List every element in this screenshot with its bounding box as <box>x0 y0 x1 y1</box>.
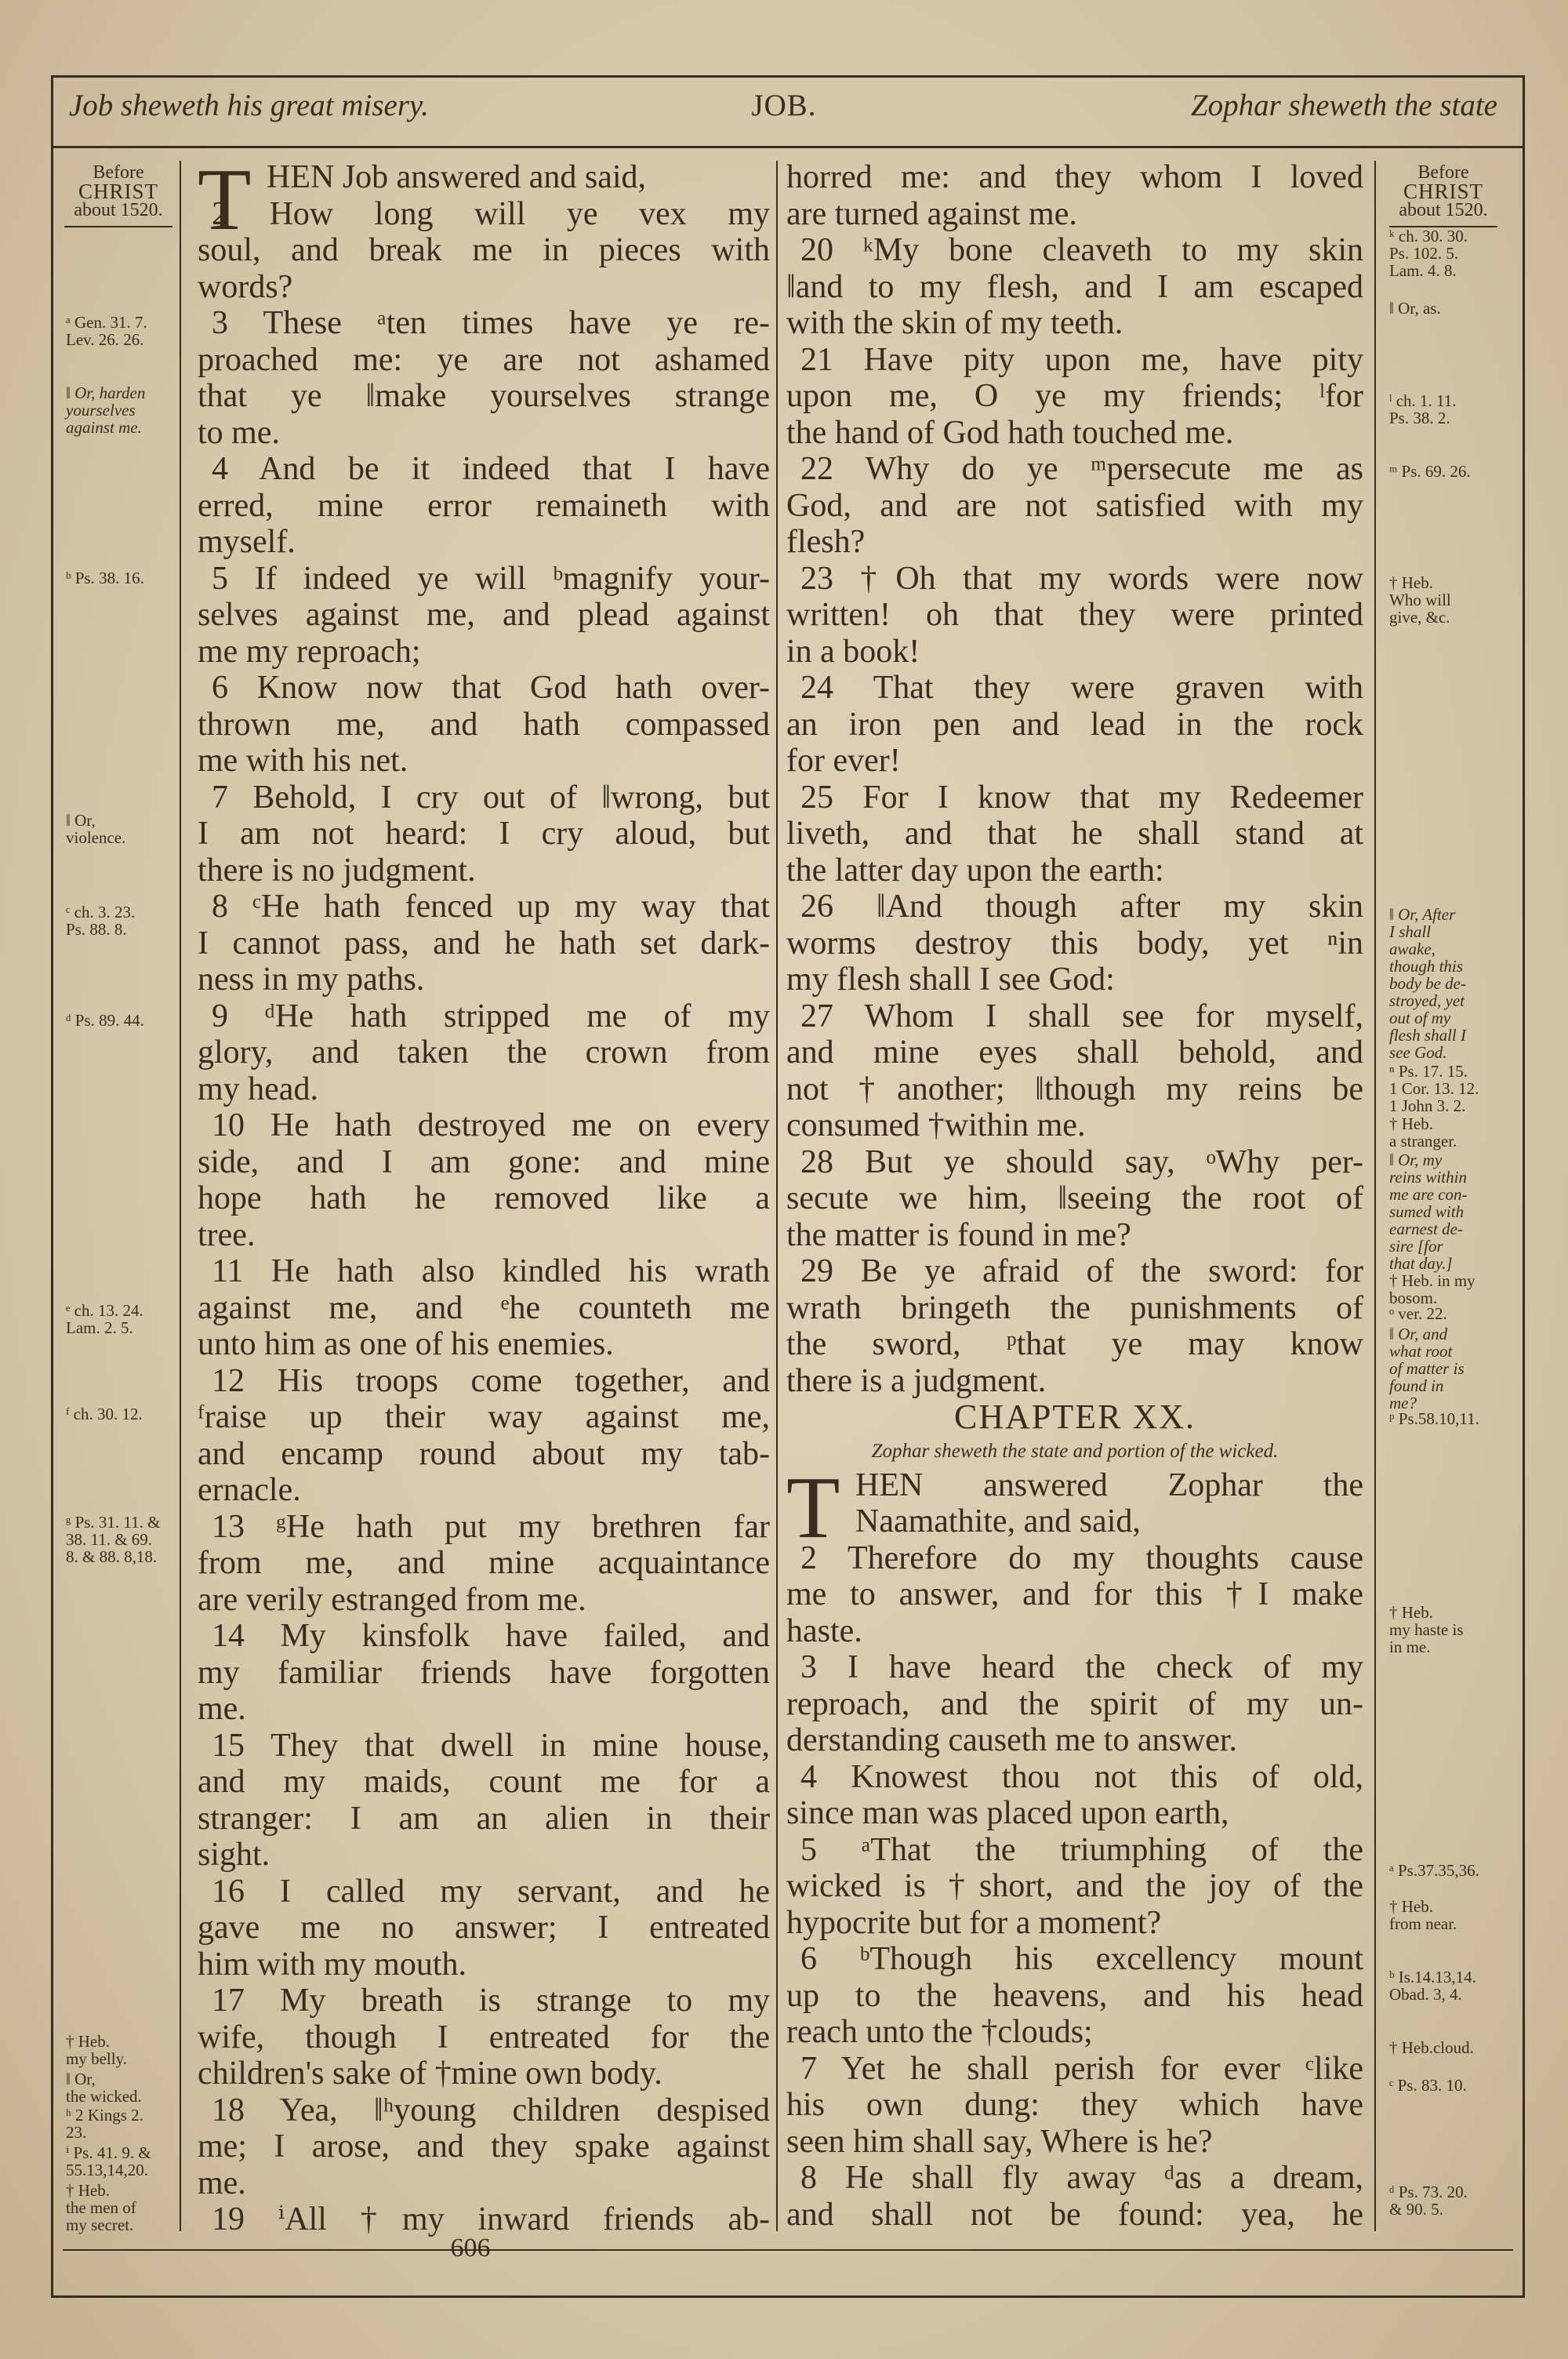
text-line: written! oh that they were printed <box>786 597 1363 633</box>
header-rule <box>52 146 1524 148</box>
margin-note: † Heb. from near. <box>1389 1897 1457 1933</box>
text-line: tree. <box>198 1216 256 1253</box>
left-text-column <box>198 151 770 2238</box>
text-line: HEN Job answered and said, <box>267 159 647 195</box>
text-line: 18 Yea, ‖ʰyoung children despised <box>212 2092 770 2128</box>
margin-note: † Heb. in my bosom. <box>1389 1271 1475 1307</box>
text-line: me with his net. <box>198 743 408 779</box>
text-line: 20 ᵏMy bone cleaveth to my skin <box>800 232 1363 268</box>
margin-note: ˡ ch. 1. 11. Ps. 38. 2. <box>1389 391 1457 427</box>
text-line: me my reproach; <box>198 633 421 670</box>
text-line: and mine eyes shall behold, and <box>786 1034 1363 1070</box>
text-line: that ye ‖make yourselves strange <box>198 378 770 414</box>
margin-note: ᵖ Ps.58.10,11. <box>1389 1409 1479 1428</box>
text-line: I am not heard: I cry aloud, but <box>198 816 770 852</box>
text-line: myself. <box>198 524 296 560</box>
margin-note: ‖ Or, After I shall awake, though this body be de- stroyed, yet out of my flesh shall I see God. <box>1389 905 1466 1062</box>
margin-note: ᵃ Ps.37.35,36. <box>1389 1861 1479 1880</box>
text-line: 22 Why do ye ᵐpersecute me as <box>800 451 1363 487</box>
text-line: for ever! <box>786 743 901 779</box>
text-line: are turned against me. <box>786 195 1077 232</box>
text-line: wicked is †short, and the joy of the <box>786 1868 1363 1904</box>
text-line: unto him as one of his enemies. <box>198 1326 614 1362</box>
column-divider <box>776 161 778 2231</box>
margin-note: † Heb. Who will give, &c. <box>1389 573 1451 627</box>
text-line: proached me: ye are not ashamed <box>198 341 770 378</box>
text-line: soul, and break me in pieces with <box>198 232 770 268</box>
text-line: from me, and mine acquaintance <box>198 1545 770 1581</box>
text-line: the latter day upon the earth: <box>786 852 1164 889</box>
text-line: 6 ᵇThough his excellency mount <box>800 1941 1363 1977</box>
text-line: up to the heavens, and his head <box>786 1977 1363 2014</box>
margin-note: ᵐ Ps. 69. 26. <box>1389 462 1471 481</box>
margin-note: † Heb. my haste is in me. <box>1389 1603 1464 1656</box>
drop-cap: T <box>786 1459 840 1557</box>
text-line: me. <box>198 1691 246 1727</box>
text-line: stranger: I am an alien in their <box>198 1800 770 1837</box>
margin-note: † Heb. the men of my secret. <box>66 2181 136 2234</box>
text-line: to me. <box>198 414 280 451</box>
margin-note: ʰ 2 Kings 2. 23. <box>66 2106 143 2142</box>
text-line: hypocrite but for a moment? <box>786 1904 1162 1941</box>
text-line: flesh? <box>786 524 866 560</box>
text-line: 15 They that dwell in mine house, <box>212 1727 770 1764</box>
text-line: secute we him, ‖seeing the root of <box>786 1180 1363 1216</box>
drop-cap: T <box>198 151 252 249</box>
margin-note: ‖ Or, as. <box>1389 299 1441 318</box>
margin-note: ᵏ ch. 30. 30. Ps. 102. 5. Lam. 4. 8. <box>1389 227 1468 280</box>
text-line: ernacle. <box>198 1472 301 1508</box>
era-before: Before <box>93 162 144 183</box>
margin-note: ᵇ Ps. 38. 16. <box>66 569 144 587</box>
era-year: about 1520. <box>74 200 163 220</box>
text-line: the hand of God hath touched me. <box>786 414 1234 451</box>
era-before: Before <box>1417 162 1469 183</box>
text-line: God, and are not satisfied with my <box>786 487 1363 524</box>
text-line: 3 These ᵃten times have ye re- <box>212 305 770 341</box>
text-line: there is a judgment. <box>786 1362 1047 1399</box>
text-line: 16 I called my servant, and he <box>212 1873 770 1910</box>
text-line: are verily estranged from me. <box>198 1581 586 1618</box>
margin-note: ‖ Or, the wicked. <box>66 2070 142 2106</box>
margin-note: † Heb. a stranger. <box>1389 1114 1457 1150</box>
text-line: 27 Whom I shall see for myself, <box>800 998 1363 1034</box>
text-line: wife, though I entreated for the <box>198 2019 770 2055</box>
text-line: 7 Yet he shall perish for ever ᶜlike <box>800 2050 1363 2087</box>
text-line: with the skin of my teeth. <box>786 305 1123 341</box>
margin-note: ᵈ Ps. 89. 44. <box>66 1011 144 1030</box>
text-line: my familiar friends have forgotten <box>198 1654 770 1691</box>
text-line: thrown me, and hath compassed <box>198 706 770 743</box>
margin-note: ᶠ ch. 30. 12. <box>66 1405 143 1423</box>
margin-note: ⁿ Ps. 17. 15. 1 Cor. 13. 12. 1 John 3. 2. <box>1389 1062 1479 1115</box>
margin-note: ᵒ ver. 22. <box>1389 1304 1447 1323</box>
text-line: 8 ᶜHe hath fenced up my way that <box>212 889 770 925</box>
margin-note: ‖ Or, and what root of matter is found in me? <box>1389 1325 1465 1412</box>
text-line: consumed †within me. <box>786 1107 1086 1143</box>
text-line: the sword, ᵖthat ye may know <box>786 1326 1363 1362</box>
left-margin-rule <box>180 161 181 2231</box>
page-number: 606 <box>450 2234 491 2263</box>
text-line: 17 My breath is strange to my <box>212 1983 770 2019</box>
text-line: in a book! <box>786 633 920 670</box>
text-line: I cannot pass, and he hath set dark- <box>198 925 770 961</box>
text-line: against me, and ᵉhe counteth me <box>198 1289 770 1326</box>
text-line: 25 For I know that my Redeemer <box>800 779 1363 816</box>
text-line: reproach, and the spirit of my un- <box>786 1685 1363 1722</box>
text-line: side, and I am gone: and mine <box>198 1143 770 1180</box>
text-line: upon me, O ye my friends; ˡfor <box>786 378 1363 414</box>
chapter-body <box>786 1459 1363 2234</box>
text-line: 14 My kinsfolk have failed, and <box>212 1618 770 1654</box>
text-line: 13 ᵍHe hath put my brethren far <box>212 1508 770 1545</box>
margin-note: ᶜ ch. 3. 23. Ps. 88. 8. <box>66 903 136 939</box>
margin-note: ‖ Or, harden yourselves against me. <box>66 383 146 437</box>
text-line: hope hath he removed like a <box>198 1180 770 1216</box>
text-line: 2 How long will ye vex my <box>212 195 770 232</box>
text-line: seen him shall say, Where is he? <box>786 2123 1213 2160</box>
text-line: 26 ‖And though after my skin <box>800 889 1363 925</box>
text-line: 28 But ye should say, ᵒWhy per- <box>800 1143 1363 1180</box>
right-text-column <box>786 159 1363 2233</box>
margin-note: ᵉ ch. 13. 24. Lam. 2. 5. <box>66 1301 143 1337</box>
text-line: erred, mine error remaineth with <box>198 487 770 524</box>
text-line: HEN answered Zophar the <box>855 1467 1363 1503</box>
text-line: 29 Be ye afraid of the sword: for <box>800 1253 1363 1289</box>
text-line: reach unto the †clouds; <box>786 2014 1093 2050</box>
text-line: 12 His troops come together, and <box>212 1362 770 1399</box>
text-line: gave me no answer; I entreated <box>198 1910 770 1946</box>
text-line: 7 Behold, I cry out of ‖wrong, but <box>212 779 770 816</box>
running-head-right: Zophar sheweth the state <box>1190 89 1497 122</box>
text-line: 19 ⁱAll †my inward friends ab- <box>212 2201 770 2237</box>
margin-note: ‖ Or, my reins within me are con- sumed with earnest de- sire [for that day.] <box>1389 1150 1468 1273</box>
text-line: 5 ᵃThat the triumphing of the <box>800 1831 1363 1868</box>
text-line: 10 He hath destroyed me on every <box>212 1107 770 1143</box>
text-line: ‖and to my flesh, and I am escaped <box>786 268 1363 305</box>
running-head-book: JOB. <box>751 89 817 122</box>
text-line: 2 Therefore do my thoughts cause <box>800 1539 1363 1576</box>
margin-note: † Heb. my belly. <box>66 2032 127 2068</box>
left-era-note <box>61 163 176 227</box>
margin-note: ᶜ Ps. 83. 10. <box>1389 2076 1467 2095</box>
margin-note: ᵇ Is.14.13,14. Obad. 3, 4. <box>1389 1968 1476 2004</box>
running-head-left: Job sheweth his great misery. <box>69 89 429 122</box>
text-line: my head. <box>198 1070 318 1107</box>
text-line: 8 He shall fly away ᵈas a dream, <box>800 2160 1363 2196</box>
text-line: and shall not be found: yea, he <box>786 2196 1363 2233</box>
text-line: since man was placed upon earth, <box>786 1795 1229 1831</box>
chapter-summary: Zophar sheweth the state and portion of the wicked. <box>871 1440 1279 1462</box>
text-line: me. <box>198 2165 246 2201</box>
text-line: 5 If indeed ye will ᵇmagnify your- <box>212 560 770 597</box>
text-line: ᶠraise up their way against me, <box>198 1399 770 1435</box>
text-line: the matter is found in me? <box>786 1216 1131 1253</box>
text-line: wrath bringeth the punishments of <box>786 1289 1363 1326</box>
text-line: him with my mouth. <box>198 1946 467 1983</box>
margin-note: ᵃ Gen. 31. 7. Lev. 26. 26. <box>66 313 147 349</box>
text-line: ness in my paths. <box>198 961 425 998</box>
right-margin-rule <box>1374 161 1376 2231</box>
text-line: selves against me, and plead against <box>198 597 770 633</box>
text-line: 6 Know now that God hath over- <box>212 670 770 706</box>
text-line: 21 Have pity upon me, have pity <box>800 341 1363 378</box>
text-line: and my maids, count me for a <box>198 1764 770 1800</box>
era-christ: CHRIST <box>1403 180 1484 203</box>
text-line: glory, and taken the crown from <box>198 1034 770 1070</box>
text-line: Naamathite, and said, <box>855 1503 1141 1539</box>
margin-note: ‖ Or, violence. <box>66 811 126 847</box>
text-line: 23 †Oh that my words were now <box>800 560 1363 597</box>
footer-rule <box>63 2249 1513 2251</box>
era-christ: CHRIST <box>78 180 159 203</box>
text-line: 11 He hath also kindled his wrath <box>212 1253 770 1289</box>
text-line: not †another; ‖though my reins be <box>786 1070 1363 1107</box>
text-line: 9 ᵈHe hath stripped me of my <box>212 998 770 1034</box>
right-era-note <box>1386 163 1501 227</box>
text-line: his own dung: they which have <box>786 2087 1363 2123</box>
era-year: about 1520. <box>1399 200 1488 220</box>
margin-note: † Heb.cloud. <box>1389 2038 1474 2057</box>
text-line: 24 That they were graven with <box>800 670 1363 706</box>
text-line: worms destroy this body, yet ⁿin <box>786 925 1363 961</box>
margin-note: ᵈ Ps. 73. 20. & 90. 5. <box>1389 2183 1468 2219</box>
text-line: 4 And be it indeed that I have <box>212 451 770 487</box>
text-line: haste. <box>786 1612 862 1649</box>
text-line: me to answer, and for this †I make <box>786 1576 1363 1612</box>
text-line: horred me: and they whom I loved <box>786 159 1363 195</box>
text-line: 4 Knowest thou not this of old, <box>800 1758 1363 1795</box>
margin-note: ⁱ Ps. 41. 9. & 55.13,14,20. <box>66 2143 151 2179</box>
text-line: and encamp round about my tab- <box>198 1435 770 1472</box>
text-line: 3 I have heard the check of my <box>800 1649 1363 1685</box>
text-line: derstanding causeth me to answer. <box>786 1722 1237 1758</box>
text-line: sight. <box>198 1837 270 1873</box>
text-line: me; I arose, and they spake against <box>198 2128 770 2165</box>
text-line: children's sake of †mine own body. <box>198 2055 662 2092</box>
text-line: my flesh shall I see God: <box>786 961 1115 998</box>
text-line: liveth, and that he shall stand at <box>786 816 1363 852</box>
text-line: words? <box>198 268 293 305</box>
chapter-heading: CHAPTER XX. <box>953 1398 1196 1436</box>
text-line: there is no judgment. <box>198 852 476 889</box>
text-line: an iron pen and lead in the rock <box>786 706 1363 743</box>
margin-note: ᵍ Ps. 31. 11. & 38. 11. & 69. 8. & 88. 8,18. <box>66 1513 161 1566</box>
